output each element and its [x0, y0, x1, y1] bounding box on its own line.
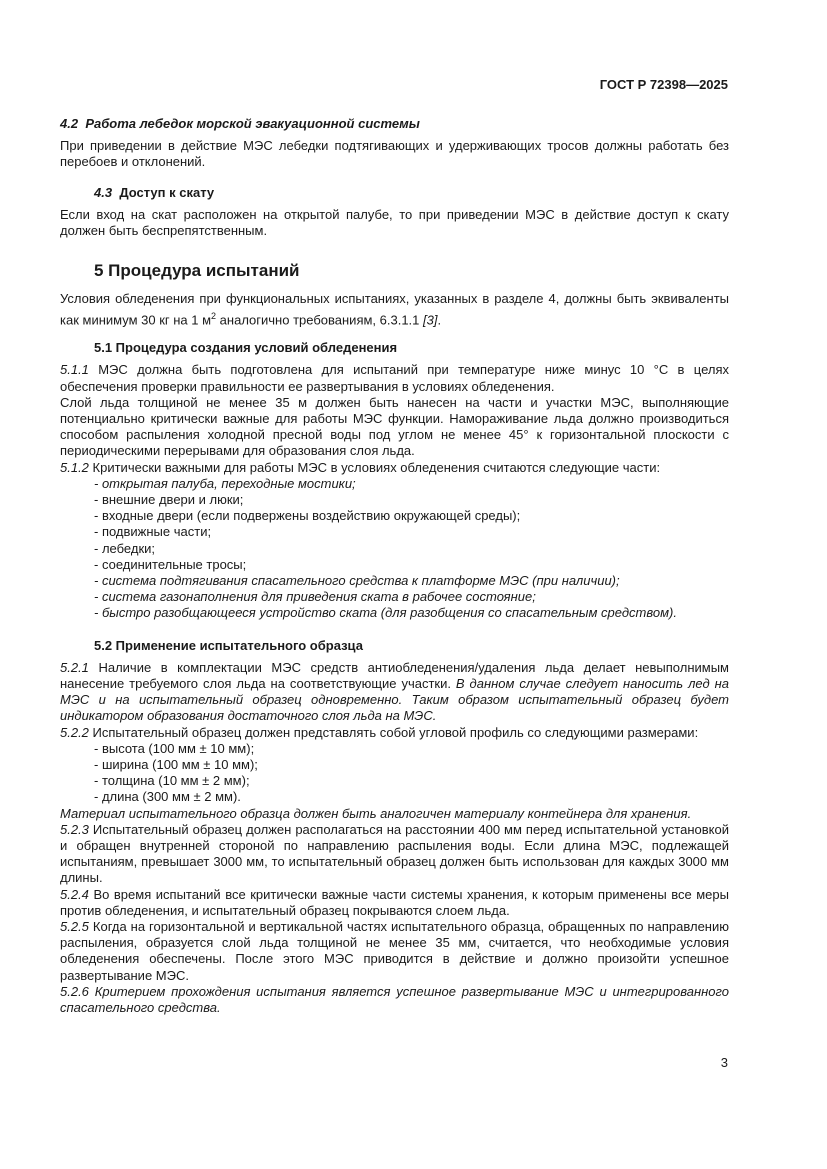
paragraph-text: Во время испытаний все критически важные части системы хранения, к которым применены все меры против обледенения, и испытательный образец покрываются слоем льда.	[60, 886, 729, 918]
paragraph-5-2-2-material: Материал испытательного образца должен быть аналогичен материалу контейнера для хранения.	[60, 805, 692, 821]
paragraph-text: Испытательный образец должен располагаться на расстоянии 400 мм перед испытательной установкой и обращен внутренней стороной по направлению распыления воды. Если длина МЭС, подлежащей испытаниям, превышает 3000 мм, то испытательный образец должен быть использован для каждых 3000 мм длины.	[60, 821, 729, 886]
reference: [3]	[423, 311, 438, 327]
dimensions-list	[60, 741, 729, 806]
critical-parts-list	[60, 476, 729, 622]
clause-number: 5.2.2	[60, 724, 89, 740]
clause-number: 5.2.5	[60, 919, 89, 935]
clause-number: 5.1.2	[60, 459, 89, 475]
standard-header: ГОСТ Р 72398—2025	[599, 77, 728, 92]
paragraph-5-1-1-b	[60, 395, 729, 460]
paragraph-5-2-4	[60, 887, 729, 919]
paragraph-text: Слой льда толщиной не менее 35 м должен быть нанесен на части и участки МЭС, выполняющие потенциально критически важные для работы МЭС функции. Намораживание льда должно производиться способом распыления холодной пресной воды под углом не менее 45° к горизонтальной плоскости с периодическими перерывами для образования слоя льда.	[60, 394, 729, 459]
section-4-2-heading	[60, 116, 729, 132]
section-4-3-heading	[60, 185, 729, 201]
paragraph-5-2-2	[60, 725, 729, 741]
list-item: - быстро разобщающееся устройство ската (для разобщения со спасательным средством).	[94, 605, 677, 621]
list-item: - открытая палуба, переходные мостики;	[94, 475, 356, 491]
clause-number: 5.2.6	[60, 983, 89, 999]
section-5-2-heading: 5.2 Применение испытательного образца	[94, 637, 363, 653]
paragraph-text: Наличие в комплектации МЭС средств антиобледенения/удаления льда делает невыполнимым нанесение требуемого слоя льда на соответствующие участки.	[60, 659, 729, 692]
list-item: - лебедки;	[94, 540, 156, 556]
section-title: Доступ к скату	[119, 184, 215, 200]
list-item: - соединительные тросы;	[94, 556, 247, 572]
clause-number: 5.2.3	[60, 821, 89, 837]
section-5-intro	[60, 291, 729, 328]
paragraph-5-2-6	[60, 984, 729, 1016]
list-item: - высота (100 мм ± 10 мм);	[94, 740, 255, 756]
intro-text-b: аналогично требованиям, 6.3.1.1	[216, 311, 424, 327]
paragraph-5-1-1	[60, 362, 729, 394]
paragraph-text-italic: Критерием прохождения испытания является успешное развертывание МЭС и интегрированного спасательного средства.	[60, 983, 729, 1016]
section-5-heading: 5 Процедура испытаний	[94, 261, 300, 281]
paragraph-5-2-1	[60, 660, 729, 725]
section-5-1-heading: 5.1 Процедура создания условий обледенения	[94, 340, 398, 356]
intro-text: Условия обледенения при функциональных испытаниях, указанных в разделе 4, должны быть эквиваленты как минимум 30 кг на 1 м	[60, 291, 729, 327]
page-number: 3	[720, 1055, 728, 1070]
list-item: - система газонаполнения для приведения ската в рабочее состояние;	[94, 589, 536, 605]
list-item: - длина (300 мм ± 2 мм).	[94, 789, 241, 805]
list-item: - входные двери (если подвержены воздействию окружающей среды);	[94, 508, 521, 524]
list-item: - толщина (10 мм ± 2 мм);	[94, 773, 250, 789]
paragraph-5-2-3	[60, 822, 729, 887]
clause-number: 5.2.1	[60, 659, 89, 675]
paragraph-text: При приведении в действие МЭС лебедки подтягивающих и удерживающих тросов должны работать без перебоев и отклонений.	[60, 138, 729, 170]
list-item: - ширина (100 мм ± 10 мм);	[94, 757, 258, 773]
section-4-3-text	[60, 207, 729, 239]
section-4-2-text	[60, 138, 729, 170]
list-item: - подвижные части;	[94, 524, 212, 540]
list-item: - система подтягивания спасательного средства к платформе МЭС (при наличии);	[94, 573, 620, 588]
paragraph-5-1-2	[60, 460, 729, 476]
paragraph-text: МЭС должна быть подготовлена для испытаний при температуре ниже минус 10 °С в целях обеспечения проверки правильности ее развертывания в условиях обледенения.	[60, 362, 729, 394]
clause-number: 5.1.1	[60, 362, 89, 378]
paragraph-text: Если вход на скат расположен на открытой палубе, то при приведении МЭС в действие доступ к скату должен быть беспрепятственным.	[60, 206, 729, 239]
clause-number: 5.2.4	[60, 886, 89, 902]
paragraph-text: Критически важными для работы МЭС в условиях обледенения считаются следующие части:	[88, 459, 661, 475]
page-content	[60, 112, 729, 1016]
paragraph-text: Испытательный образец должен представлять собой угловой профиль со следующими размерами:	[88, 724, 699, 740]
section-title: Работа лебедок морской эвакуационной системы	[85, 116, 420, 131]
list-item: - внешние двери и люки;	[94, 491, 244, 507]
section-number: 4.3	[94, 184, 113, 200]
paragraph-text: Когда на горизонтальной и вертикальной частях испытательного образца, обращенных по направлению распыления, образуется слой льда толщиной не менее 35 мм, считается, что необходимые условия обледенения обеспечены. После этого МЭС приводится в действие и должно произойти успешное развертывание МЭС.	[60, 919, 729, 983]
intro-end: .	[437, 311, 442, 327]
section-number: 4.2	[60, 116, 79, 131]
paragraph-text-italic: В данном случае следует наносить лед на МЭС и на испытательный образец одновременно. Таким образом испытательный образец будет индикатором образования достаточного слоя льда на МЭС.	[60, 676, 729, 724]
paragraph-5-2-5	[60, 919, 729, 984]
superscript: 2	[211, 310, 217, 321]
